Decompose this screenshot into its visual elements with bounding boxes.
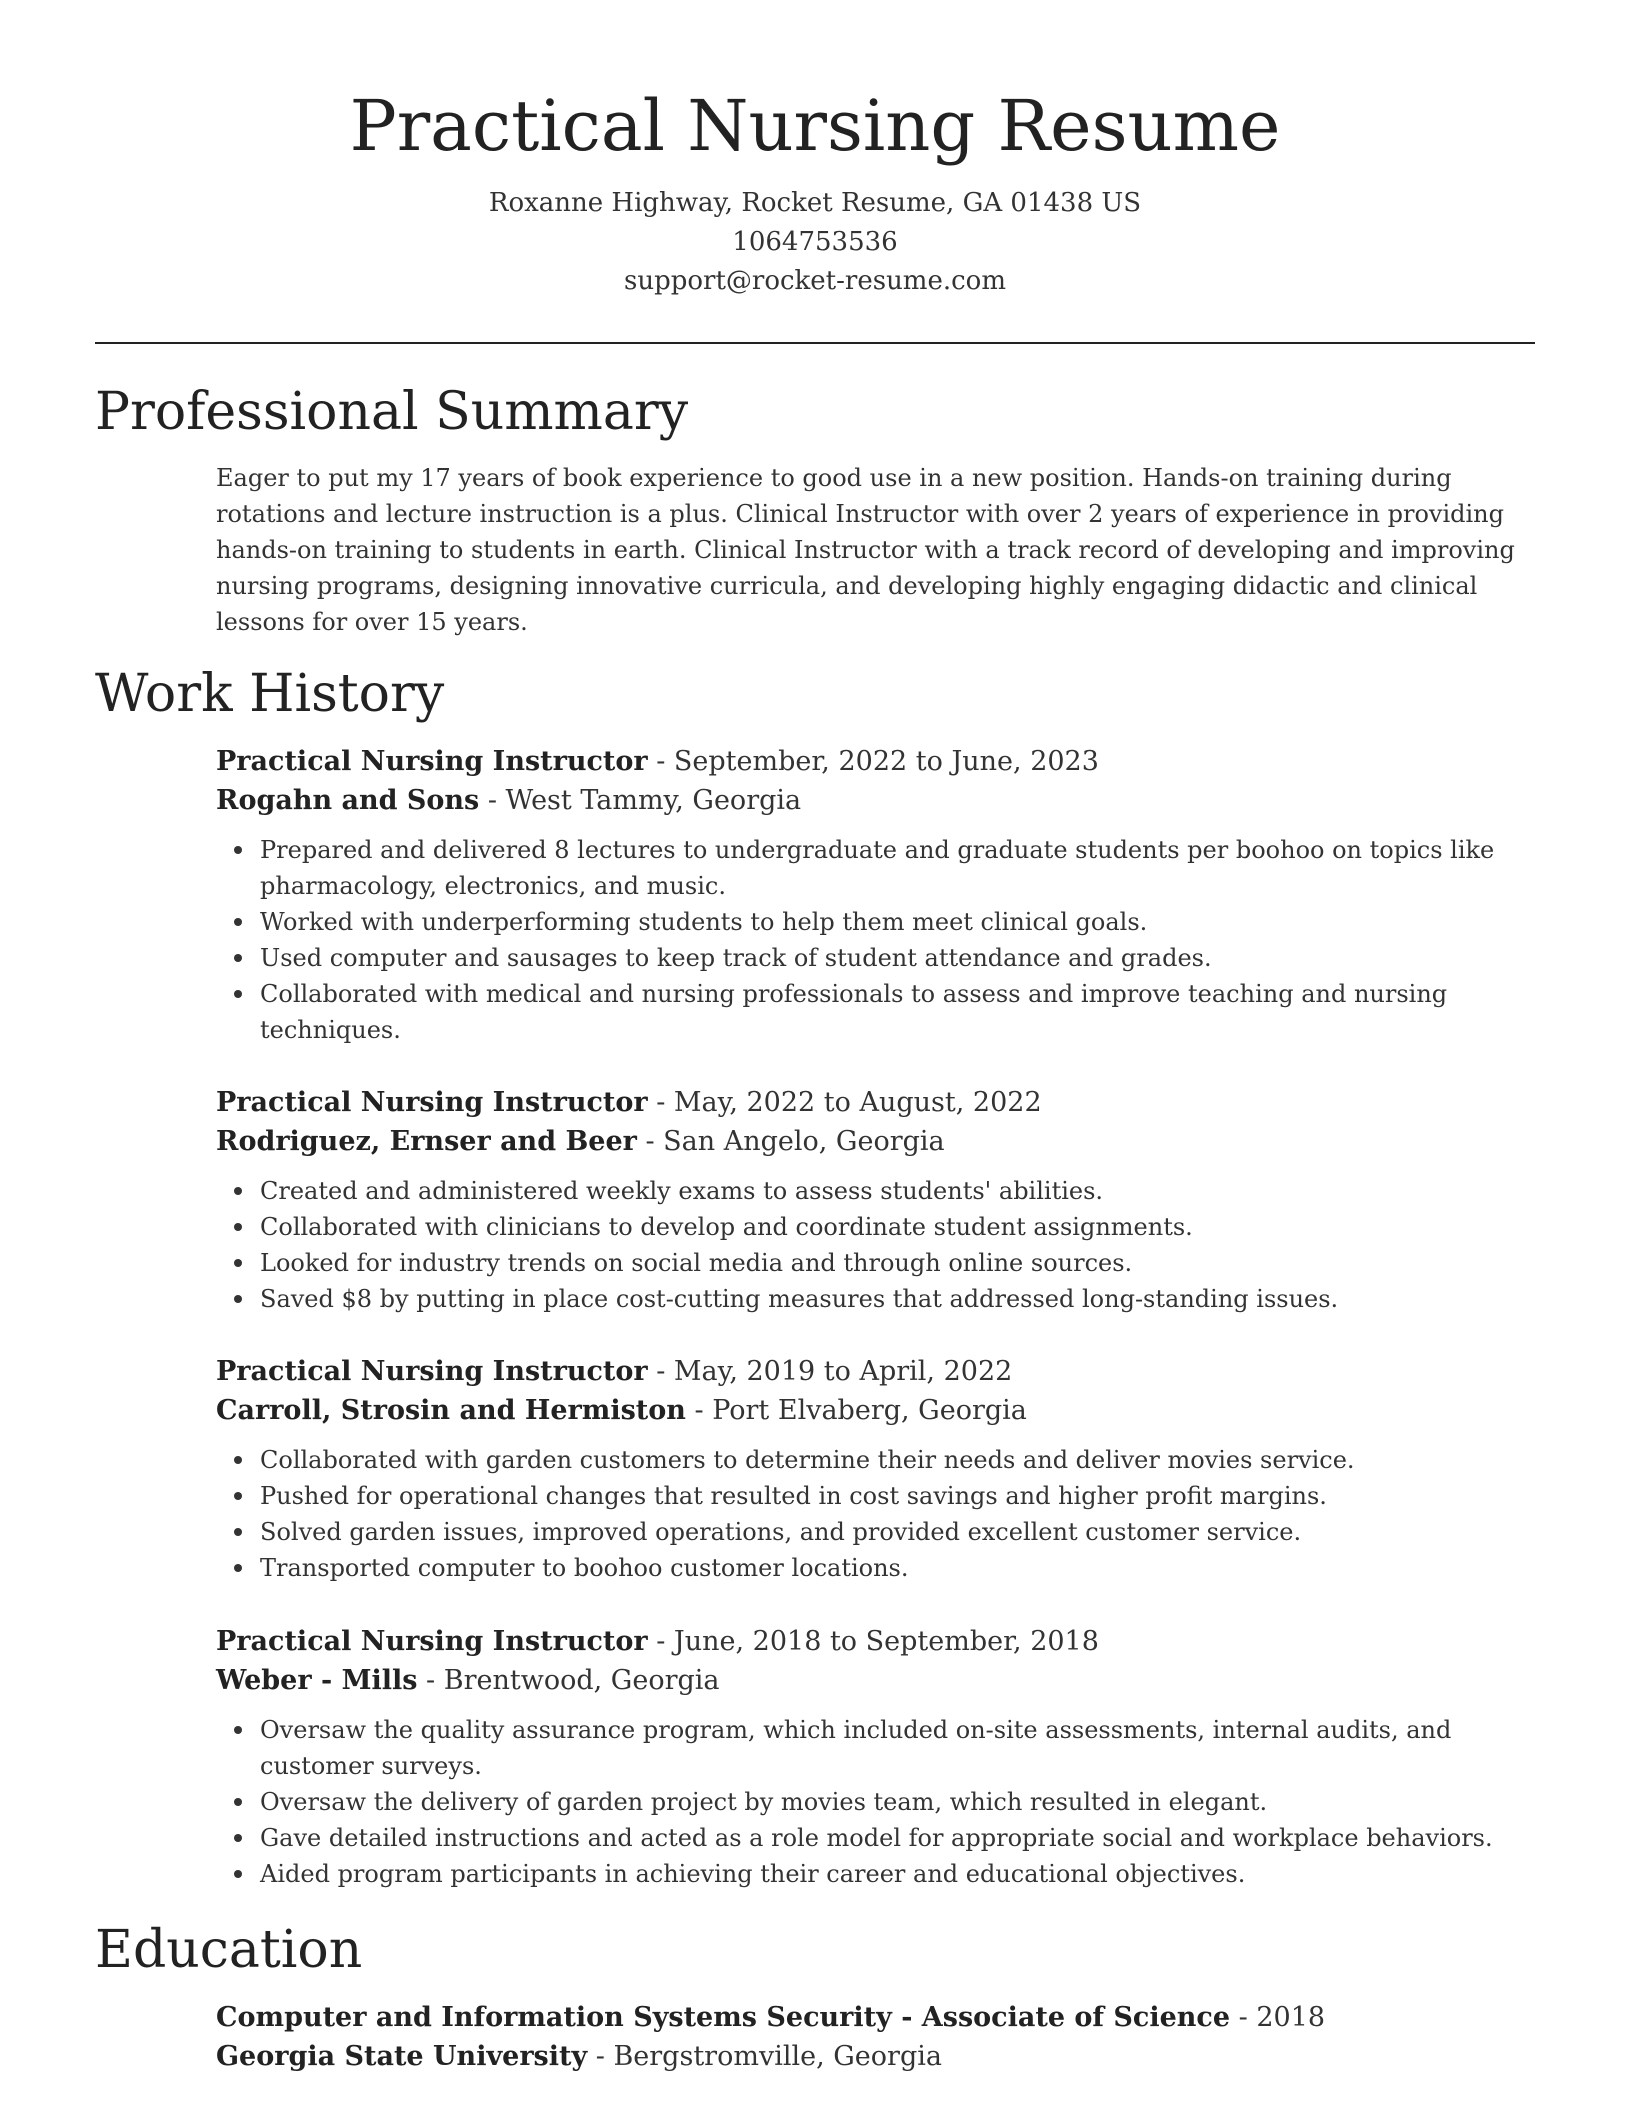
job-bullet: Created and administered weekly exams to assess students' abilities. xyxy=(260,1173,1536,1209)
resume-header xyxy=(95,80,1535,301)
employer-location: - Brentwood, Georgia xyxy=(417,1665,720,1696)
summary-block xyxy=(216,460,1536,640)
job-bullets xyxy=(216,1442,1536,1586)
job-bullet: Oversaw the delivery of garden project by movies team, which resulted in elegant. xyxy=(260,1784,1536,1820)
header-divider xyxy=(95,342,1535,344)
graduation-year: - 2018 xyxy=(1230,2002,1326,2033)
job-bullet: Worked with underperforming students to help them meet clinical goals. xyxy=(260,904,1536,940)
section-title-work-history: Work History xyxy=(95,664,445,724)
school-location: - Bergstromville, Georgia xyxy=(587,2041,942,2072)
job-title: Practical Nursing Instructor xyxy=(216,1356,648,1387)
employer-location: - San Angelo, Georgia xyxy=(636,1126,945,1157)
job-bullet: Collaborated with garden customers to determine their needs and deliver movies service. xyxy=(260,1442,1536,1478)
job-title: Practical Nursing Instructor xyxy=(216,746,648,777)
job-bullet: Collaborated with clinicians to develop and coordinate student assignments. xyxy=(260,1209,1536,1245)
job-title-line xyxy=(216,1622,1536,1661)
job-bullet: Transported computer to boohoo customer locations. xyxy=(260,1550,1536,1586)
employer-name: Rogahn and Sons xyxy=(216,785,480,816)
employer-location: - Port Elvaberg, Georgia xyxy=(685,1395,1027,1426)
employer-name: Rodriguez, Ernser and Beer xyxy=(216,1126,637,1157)
section-title-education: Education xyxy=(95,1920,363,1980)
job-dates: - May, 2022 to August, 2022 xyxy=(647,1087,1042,1118)
job-bullet: Saved $8 by putting in place cost-cutting measures that addressed long-standing issues. xyxy=(260,1281,1536,1317)
employer-name: Carroll, Strosin and Hermiston xyxy=(216,1395,686,1426)
job-entry xyxy=(216,1352,1536,1586)
contact-email: support@rocket-resume.com xyxy=(623,266,1006,296)
resume-name: Practical Nursing Resume xyxy=(349,85,1281,167)
job-title-line xyxy=(216,1083,1536,1122)
job-bullet: Aided program participants in achieving their career and educational objectives. xyxy=(260,1856,1536,1892)
job-entry xyxy=(216,742,1536,1048)
job-title: Practical Nursing Instructor xyxy=(216,1087,648,1118)
school-line xyxy=(216,2037,1536,2076)
job-title-line xyxy=(216,1352,1536,1391)
job-entry xyxy=(216,1083,1536,1317)
job-bullet: Collaborated with medical and nursing professionals to assess and improve teaching and nursing techniques. xyxy=(260,976,1536,1048)
employer-location: - West Tammy, Georgia xyxy=(479,785,802,816)
degree-field: Computer and Information Systems Security - Associate of Science xyxy=(216,2002,1231,2033)
contact-address: Roxanne Highway, Rocket Resume, GA 01438 US xyxy=(488,188,1142,218)
job-bullet: Looked for industry trends on social media and through online sources. xyxy=(260,1245,1536,1281)
job-entry xyxy=(216,1622,1536,1892)
job-bullets xyxy=(216,1712,1536,1892)
employer-line xyxy=(216,1391,1536,1430)
job-dates: - June, 2018 to September, 2018 xyxy=(647,1626,1099,1657)
job-bullet: Pushed for operational changes that resulted in cost savings and higher profit margins. xyxy=(260,1478,1536,1514)
degree-line xyxy=(216,1998,1536,2037)
school-name: Georgia State University xyxy=(216,2041,588,2072)
job-bullet: Solved garden issues, improved operations, and provided excellent customer service. xyxy=(260,1514,1536,1550)
job-title: Practical Nursing Instructor xyxy=(216,1626,648,1657)
contact-phone: 1064753536 xyxy=(732,227,898,257)
summary-text: Eager to put my 17 years of book experience to good use in a new position. Hands-on training during rotations and lecture instruction is a plus. Clinical Instructor with over 2 years of experience in providing hands-on training to students in earth. Clinical Instructor with a track record of developing and improving nursing programs, designing innovative curricula, and developing highly engaging didactic and clinical lessons for over 15 years. xyxy=(216,464,1515,636)
employer-line xyxy=(216,781,1536,820)
job-bullets xyxy=(216,1173,1536,1317)
job-dates: - May, 2019 to April, 2022 xyxy=(647,1356,1013,1387)
job-dates: - September, 2022 to June, 2023 xyxy=(647,746,1099,777)
section-title-summary: Professional Summary xyxy=(95,382,689,442)
job-title-line xyxy=(216,742,1536,781)
job-bullet: Used computer and sausages to keep track of student attendance and grades. xyxy=(260,940,1536,976)
job-bullet: Gave detailed instructions and acted as a role model for appropriate social and workplace behaviors. xyxy=(260,1820,1536,1856)
employer-line xyxy=(216,1661,1536,1700)
education-entry xyxy=(216,1998,1536,2076)
employer-name: Weber - Mills xyxy=(216,1665,418,1696)
employer-line xyxy=(216,1122,1536,1161)
job-bullet: Oversaw the quality assurance program, which included on-site assessments, internal audits, and customer surveys. xyxy=(260,1712,1536,1784)
job-bullets xyxy=(216,832,1536,1048)
job-bullet: Prepared and delivered 8 lectures to undergraduate and graduate students per boohoo on topics like pharmacology, electronics, and music. xyxy=(260,832,1536,904)
